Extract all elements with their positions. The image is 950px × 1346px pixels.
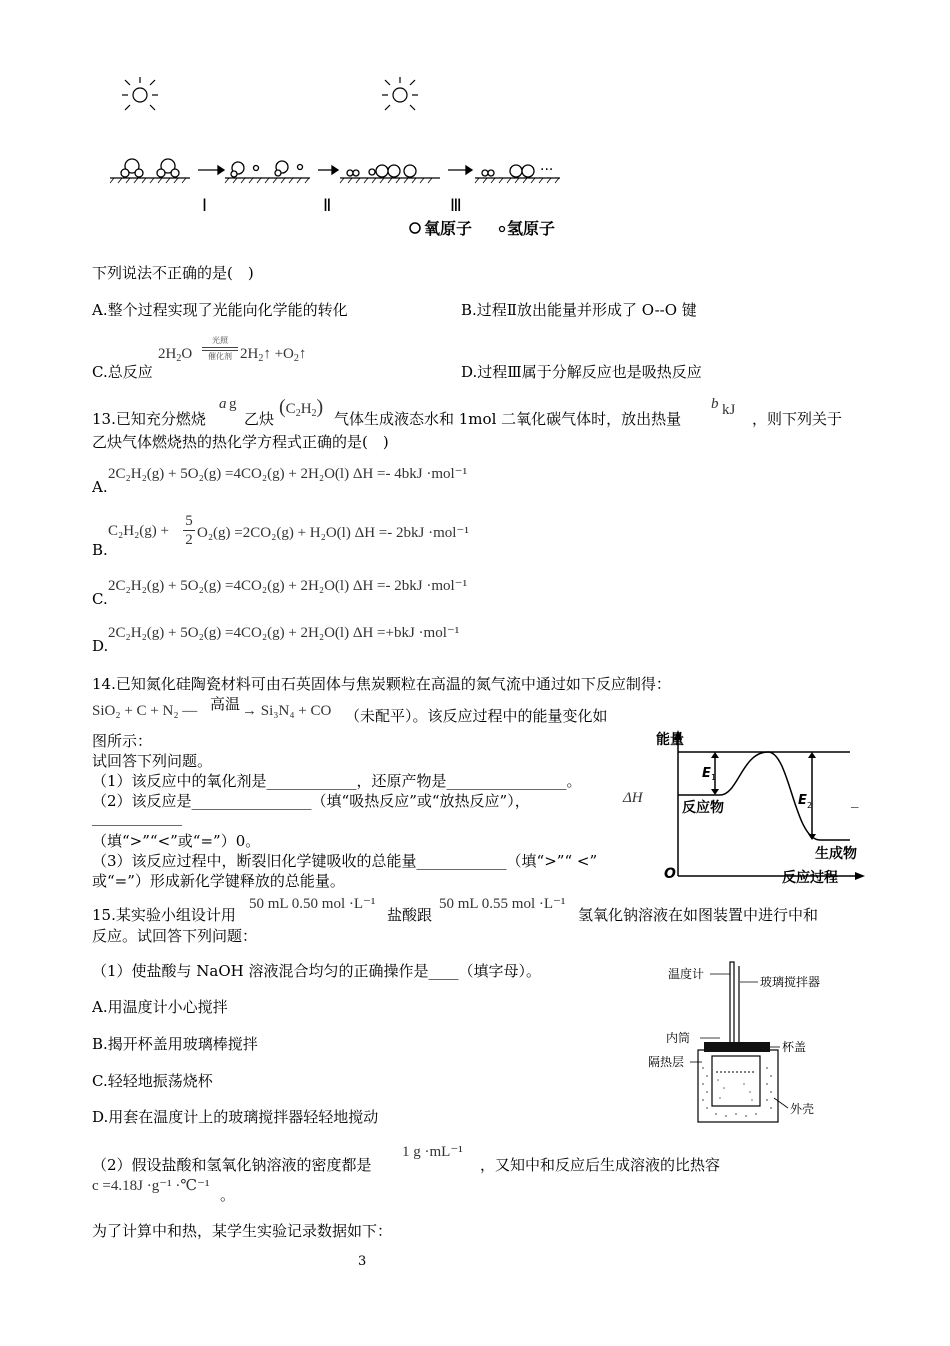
q14-equation: SiO₂ + C + N₂ — 高温 → Si₃N₄ + CO （未配平）。该反应过程中的能量变化如 (92, 695, 608, 725)
ellipsis: ··· (540, 162, 554, 178)
q12-option-d: D.过程Ⅲ属于分解反应也是吸热反应 (461, 363, 702, 381)
reactant-label: 反应物 (682, 800, 724, 816)
legend-hydrogen: 氢原子 (507, 219, 556, 238)
q15-option-d: D.用套在温度计上的玻璃搅拌器轻轻地搅动 (92, 1108, 379, 1126)
fraction: 5 2 (183, 512, 195, 549)
q14-line3: 图所示： (92, 732, 153, 750)
q14-line4: 试回答下列问题。 (92, 752, 213, 770)
e1-label: E (702, 766, 711, 781)
e2-sub: 2 (807, 801, 813, 810)
step-label-2: Ⅱ (323, 196, 332, 216)
q12-option-c-prefix: C.总反应 (92, 363, 153, 381)
y-axis-label: 能量 (656, 732, 684, 748)
label-shell: 外壳 (790, 1102, 815, 1116)
q15-heat-capacity: c =4.18J ·g⁻¹ ·℃⁻¹ 。 (92, 1178, 236, 1204)
q14-question-2: （2）该反应是________________（填“吸热反应”或“放热反应”）， ΔH (92, 790, 643, 810)
calorimeter-figure (640, 958, 840, 1128)
q14-question-3b: 或“=”）形成新化学键释放的总能量。 (92, 872, 345, 890)
q12-option-b: B.过程Ⅱ放出能量并形成了 O--O 键 (461, 301, 697, 319)
q14-blank: ____________ (92, 808, 182, 826)
q15-option-c: C.轻轻地振荡烧杯 (92, 1072, 213, 1090)
label-inner-cup: 内筒 (666, 1031, 691, 1045)
e2-label: E (798, 793, 807, 808)
step-label-1: Ⅰ (202, 196, 208, 216)
sun-icon (382, 77, 418, 110)
q15-option-a: A.用温度计小心搅拌 (92, 998, 228, 1016)
total-reaction-equation: $2H_2O$ (158, 346, 193, 364)
label-lid: 杯盖 (782, 1040, 807, 1054)
q12-option-c: C.总反应 $2H_2O$ 光照 催化剂 $2H_2↑$ $+O_2↑$ (92, 336, 307, 381)
q15-option-b: B.揭开杯盖用玻璃棒搅拌 (92, 1035, 258, 1053)
e1-sub: 1 (711, 773, 717, 782)
q14-question-2-dash: _ (851, 790, 859, 808)
q13-stem-line1: 13.已知充分燃烧 a g 乙炔 $(C_2H_2)$ 气体生成液态水和 1mol 二氧化碳气体时，放出热量 b kJ ，则下列关于 (92, 396, 843, 428)
q12-option-a: A.整个过程实现了光能向化学能的转化 (92, 301, 348, 319)
step-label-3: Ⅲ (450, 196, 462, 216)
sun-icon (122, 77, 158, 110)
origin-label: O (664, 866, 676, 882)
q15-question-1: （1）使盐酸与 NaOH 溶液混合均匀的正确操作是____（填字母）。 (92, 962, 542, 980)
hydrogen-legend-icon (500, 227, 505, 232)
q14-question-1: （1）该反应中的氧化剂是____________，还原产物是________________。 (92, 772, 582, 790)
acetylene-formula: $(C_2H_2)$ (279, 396, 324, 419)
q15-stem-line1: 15.某实验小组设计用 50 mL 0.50 mol ·L⁻¹ 盐酸跟 50 mL 0.55 mol ·L⁻¹ 氢氧化钠溶液在如图装置中进行中和 (92, 896, 819, 924)
q14-stem-line1: 14.已知氮化硅陶瓷材料可由石英固体与焦炭颗粒在高温的氮气流中通过如下反应制得： (92, 675, 671, 693)
q15-question-2: （2）假设盐酸和氢氧化钠溶液的密度都是 1 g ·mL⁻¹ ，又知中和反应后生成溶液的比热容 (92, 1144, 721, 1174)
water-molecule (121, 159, 179, 177)
label-insulation: 隔热层 (648, 1055, 685, 1069)
q12-stem: 下列说法不正确的是( ) (92, 264, 254, 282)
energy-diagram (650, 728, 870, 886)
water-splitting-figure (110, 70, 580, 245)
product-label: 生成物 (815, 846, 857, 862)
q14-question-3a: （3）该反应过程中，断裂旧化学键吸收的总能量____________（填“>”“ <” (92, 852, 598, 870)
label-thermometer: 温度计 (668, 967, 705, 981)
oxygen-legend-icon (410, 223, 420, 233)
q13-stem-line2: 乙炔气体燃烧热的热化学方程式正确的是( ) (92, 433, 389, 451)
lid (704, 1042, 770, 1052)
q15-stem-line2: 反应。试回答下列问题： (92, 927, 258, 945)
x-axis-label: 反应过程 (782, 870, 838, 886)
q14-question-2-tail: （填“>”“<”或“=”）0。 (92, 832, 261, 850)
legend-oxygen: 氧原子 (424, 219, 473, 238)
label-stirrer: 玻璃搅拌器 (760, 975, 821, 989)
q15-question-3: 为了计算中和热，某学生实验记录数据如下： (92, 1222, 393, 1240)
page-number: 3 (358, 1254, 367, 1269)
reaction-condition: 光照 催化剂 (202, 336, 238, 362)
